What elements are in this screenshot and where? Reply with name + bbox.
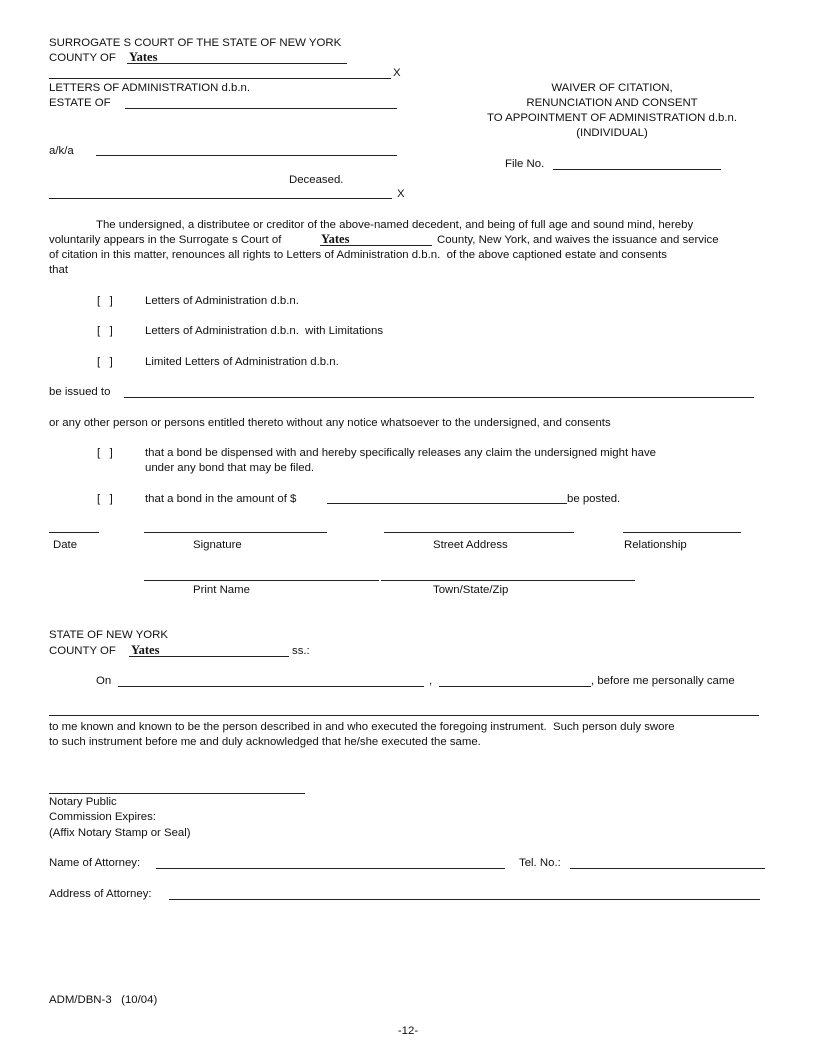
title-line-2: RENUNCIATION AND CONSENT	[526, 97, 698, 109]
street-field[interactable]	[384, 532, 574, 533]
relationship-label: Relationship	[624, 539, 687, 551]
on-year-field[interactable]	[439, 686, 591, 687]
notary-county-label: COUNTY OF	[49, 645, 116, 657]
street-label: Street Address	[433, 539, 508, 551]
on-comma: ,	[429, 675, 433, 687]
relationship-field[interactable]	[623, 532, 741, 533]
known-line-1: to me known and known to be the person described in and who executed the foregoing instrument. Such person duly swore	[49, 721, 675, 733]
issued-to-label: be issued to	[49, 386, 111, 398]
bond1-checkbox[interactable]: [ ]	[97, 447, 113, 459]
county-label: COUNTY OF	[49, 52, 116, 64]
attorney-address-label: Address of Attorney:	[49, 888, 152, 900]
town-label: Town/State/Zip	[433, 584, 509, 596]
attorney-address-field[interactable]	[169, 899, 760, 900]
signature-field[interactable]	[144, 532, 327, 533]
county-line	[127, 63, 347, 64]
file-no-field[interactable]	[553, 169, 721, 170]
option2-label: Letters of Administration d.b.n. with Limitations	[145, 325, 384, 337]
bond1-line-1: that a bond be dispensed with and hereby specifically releases any claim the undersigned might have	[145, 447, 656, 459]
bond2-checkbox[interactable]: [ ]	[97, 493, 113, 505]
print-name-label: Print Name	[193, 584, 250, 596]
title-line-3: TO APPOINTMENT OF ADMINISTRATION d.b.n.	[486, 112, 737, 124]
known-line-2: to such instrument before me and duly acknowledged that he/she executed the same.	[49, 736, 481, 748]
estate-label: ESTATE OF	[49, 97, 111, 109]
para-line-2b: County, New York, and waives the issuance and service	[437, 234, 719, 246]
notary-county-value[interactable]: Yates	[131, 643, 160, 657]
caption-x-top: X	[393, 67, 401, 79]
on-label: On	[96, 675, 112, 687]
attorney-name-field[interactable]	[156, 868, 505, 869]
county-value[interactable]: Yates	[129, 50, 158, 64]
option3-label: Limited Letters of Administration d.b.n.	[145, 356, 339, 368]
other-persons-text: or any other person or persons entitled thereto without any notice whatsoever to the undersigned, and consents	[49, 417, 611, 429]
signature-label: Signature	[193, 539, 242, 551]
estate-name-field[interactable]	[125, 108, 397, 109]
para-line-3: of citation in this matter, renounces all rights to Letters of Administration d.b.n. of the above captioned estate and consents	[49, 249, 667, 261]
date-field[interactable]	[49, 532, 99, 533]
option1-label: Letters of Administration d.b.n.	[145, 295, 299, 307]
issued-to-field[interactable]	[124, 397, 754, 398]
notary-state: STATE OF NEW YORK	[49, 629, 168, 641]
bond1-line-2: under any bond that may be filed.	[145, 462, 315, 474]
para-line-1: The undersigned, a distributee or creditor of the above-named decedent, and being of full age and sound mind, hereby	[96, 219, 694, 231]
notary-county-line	[129, 656, 289, 657]
para-county[interactable]: Yates	[321, 232, 350, 246]
bond-amount-field[interactable]	[327, 503, 567, 504]
on-date-field[interactable]	[118, 686, 424, 687]
caption-bottom-line	[49, 198, 392, 199]
para-line-4: that	[49, 264, 68, 276]
aka-field[interactable]	[96, 155, 397, 156]
page-number: -12-	[397, 1025, 419, 1037]
aka-label: a/k/a	[49, 145, 74, 157]
print-name-field[interactable]	[144, 580, 379, 581]
notary-signature-field[interactable]	[49, 793, 305, 794]
file-no-label: File No.	[505, 158, 545, 170]
court-name: SURROGATE S COURT OF THE STATE OF NEW YORK	[49, 37, 342, 49]
title-line-1: WAIVER OF CITATION,	[551, 82, 673, 94]
bond2-label-a: that a bond in the amount of $	[145, 493, 297, 505]
caption-x-bottom: X	[397, 188, 405, 200]
came-text: , before me personally came	[591, 675, 735, 687]
option2-checkbox[interactable]: [ ]	[97, 325, 113, 337]
date-label: Date	[53, 539, 78, 551]
attorney-name-label: Name of Attorney:	[49, 857, 141, 869]
person-name-field[interactable]	[49, 715, 759, 716]
notary-ss: ss.:	[292, 645, 310, 657]
option3-checkbox[interactable]: [ ]	[97, 356, 113, 368]
letters-heading: LETTERS OF ADMINISTRATION d.b.n.	[49, 82, 251, 94]
option1-checkbox[interactable]: [ ]	[97, 295, 113, 307]
tel-field[interactable]	[570, 868, 765, 869]
notary-public-label: Notary Public	[49, 796, 117, 808]
tel-label: Tel. No.:	[519, 857, 561, 869]
deceased-label: Deceased.	[289, 174, 344, 186]
form-id: ADM/DBN-3 (10/04)	[49, 994, 158, 1006]
affix-stamp-label: (Affix Notary Stamp or Seal)	[49, 827, 191, 839]
para-county-line	[320, 245, 432, 246]
bond2-label-b: be posted.	[567, 493, 621, 505]
commission-expires-label: Commission Expires:	[49, 811, 156, 823]
caption-top-line	[49, 78, 391, 79]
para-line-2a: voluntarily appears in the Surrogate s Court of	[49, 234, 282, 246]
town-field[interactable]	[381, 580, 635, 581]
title-line-4: (INDIVIDUAL)	[576, 127, 648, 139]
